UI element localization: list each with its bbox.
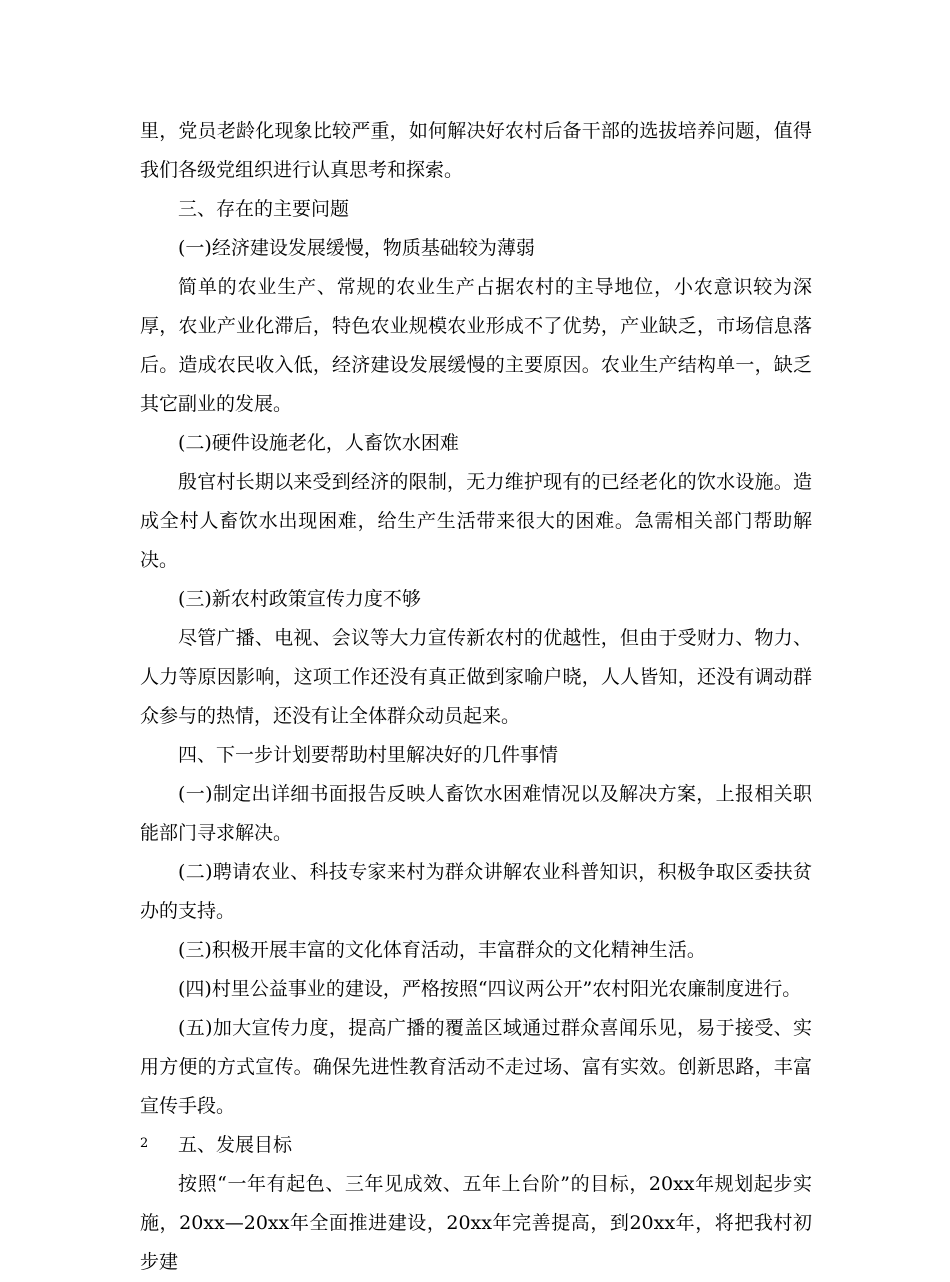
paragraph-3-2: 殷官村长期以来受到经济的限制，无力维护现有的已经老化的饮水设施。造成全村人畜饮水出现困难，给生产生活带来很大的困难。急需相关部门帮助解决。 <box>140 471 812 571</box>
document-body <box>140 112 812 1282</box>
section-heading-4: 四、下一步计划要帮助村里解决好的几件事情 <box>178 744 559 766</box>
list-item-4-5: (五)加大宣传力度，提高广播的覆盖区域通过群众喜闻乐见，易于接受、实用方便的方式宣传。确保先进性教育活动不走过场、富有实效。创新思路，丰富宣传手段。 <box>140 1017 812 1117</box>
list-item-4-4: (四)村里公益事业的建设，严格按照“四议两公开”农村阳光农廉制度进行。 <box>178 978 802 1000</box>
section-heading-5: 五、发展目标 <box>178 1134 293 1156</box>
section-heading-3: 三、存在的主要问题 <box>178 198 350 220</box>
paragraph-0: 里，党员老龄化现象比较严重，如何解决好农村后备干部的选拔培养问题，值得我们各级党组织进行认真思考和探索。 <box>140 120 812 181</box>
list-item-4-3: (三)积极开展丰富的文化体育活动，丰富群众的文化精神生活。 <box>178 939 706 961</box>
subheading-3-1: (一)经济建设发展缓慢，物质基础较为薄弱 <box>178 237 535 259</box>
paragraph-3-1: 简单的农业生产、常规的农业生产占据农村的主导地位，小农意识较为深厚，农业产业化滞后，特色农业规模农业形成不了优势，产业缺乏，市场信息落后。造成农民收入低，经济建设发展缓慢的主要原因。农业生产结构单一，缺乏其它副业的发展。 <box>140 276 812 415</box>
subheading-3-2: (二)硬件设施老化，人畜饮水困难 <box>178 432 459 454</box>
paragraph-5-1: 按照“一年有起色、三年见成效、五年上台阶”的目标，20xx年规划起步实施，20xx—20xx年全面推进建设，20xx年完善提高，到20xx年，将把我村初步建 <box>140 1173 812 1273</box>
paragraph-3-3: 尽管广播、电视、会议等大力宣传新农村的优越性，但由于受财力、物力、人力等原因影响，这项工作还没有真正做到家喻户晓，人人皆知，还没有调动群众参与的热情，还没有让全体群众动员起来。 <box>140 627 812 727</box>
list-item-4-2: (二)聘请农业、科技专家来村为群众讲解农业科普知识，积极争取区委扶贫办的支持。 <box>140 861 812 922</box>
subheading-3-3: (三)新农村政策宣传力度不够 <box>178 588 421 610</box>
list-item-4-1: (一)制定出详细书面报告反映人畜饮水困难情况以及解决方案，上报相关职能部门寻求解决。 <box>140 783 812 844</box>
page-number: 2 <box>140 1136 149 1151</box>
